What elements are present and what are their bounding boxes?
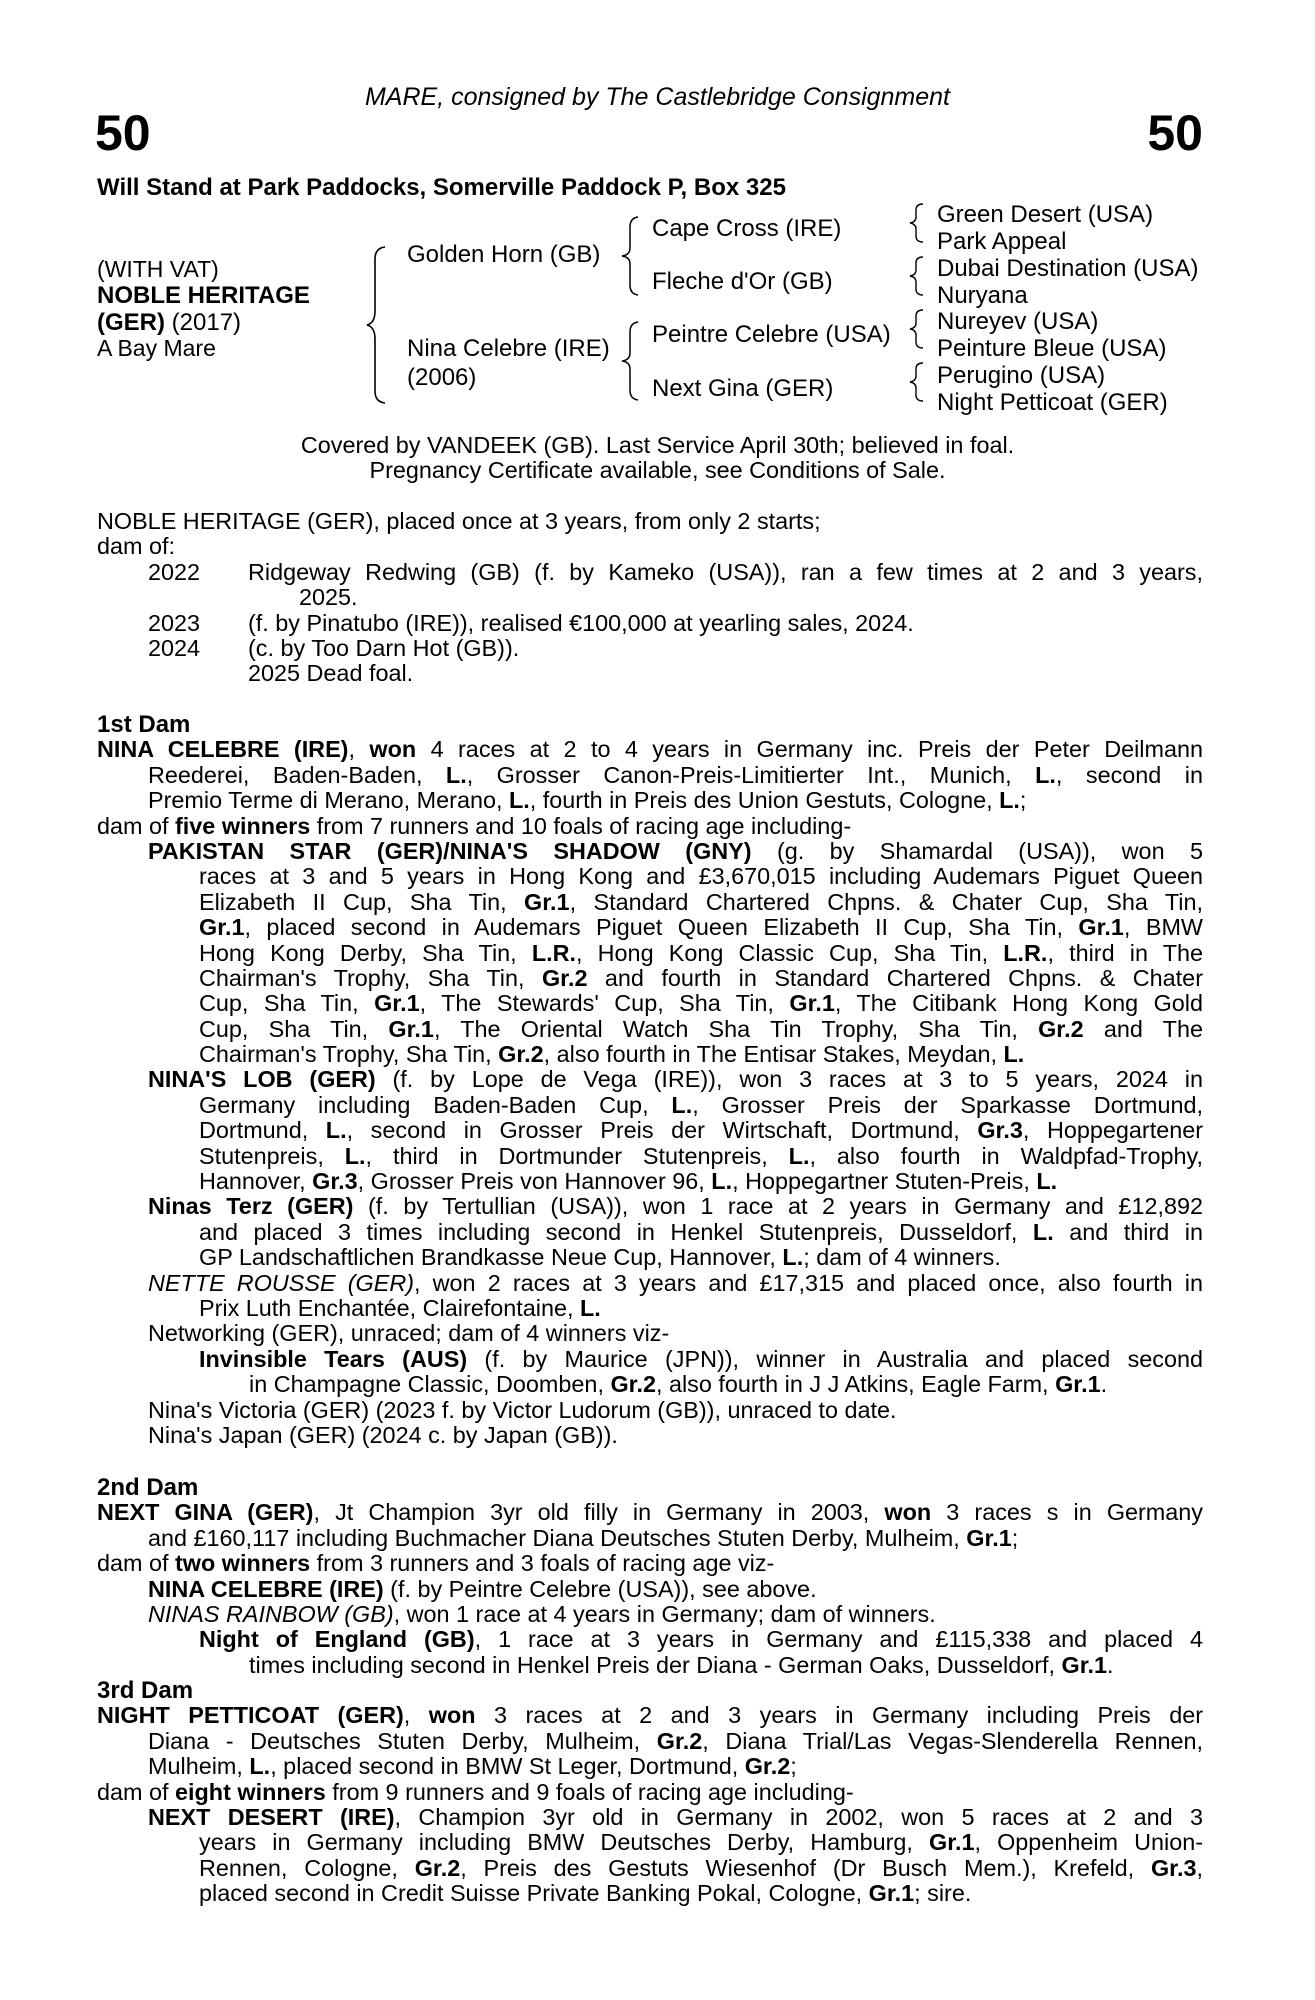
- pedigree-dam: Nina Celebre (IRE): [407, 335, 610, 362]
- lot-number-right: 50: [1147, 105, 1203, 161]
- second-dam-line: and £160,117 including Buchmacher Diana Deutsches Stuten Derby, Mulheim, Gr.1;: [148, 1524, 1019, 1551]
- first-dam-line: in Champagne Classic, Doomben, Gr.2, also fourth in J J Atkins, Eagle Farm, Gr.1.: [249, 1371, 1108, 1398]
- pedigree-sire-dam: Fleche d'Or (GB): [652, 268, 833, 295]
- produce-row-2025: 2025 Dead foal.: [248, 660, 414, 687]
- third-dam-line: Diana - Deutsches Stuten Derby, Mulheim, Gr.2, Diana Trial/Las Vegas-Slenderella Rennen,: [148, 1727, 1204, 1754]
- first-dam-section: [97, 712, 1203, 1448]
- first-dam-line: NINA CELEBRE (IRE), won 4 races at 2 to 4 years in Germany inc. Preis der Peter Deilmann: [97, 736, 1203, 763]
- pedigree-brace-dd: [907, 361, 929, 403]
- first-dam-line: Hong Kong Derby, Sha Tin, L.R., Hong Kong Classic Cup, Sha Tin, L.R., third in The: [199, 939, 1203, 966]
- first-dam-line: Invinsible Tears (AUS) (f. by Maurice (JPN)), winner in Australia and placed second: [199, 1345, 1203, 1372]
- pedigree-dds: Perugino (USA): [937, 362, 1106, 389]
- second-dam-line: NINA CELEBRE (IRE) (f. by Peintre Celebre (USA)), see above.: [148, 1575, 817, 1602]
- pedigree-brace-dam: [620, 320, 646, 402]
- standing-location: Will Stand at Park Paddocks, Somerville Paddock P, Box 325: [97, 174, 786, 201]
- horse-name: NOBLE HERITAGE: [97, 282, 310, 309]
- pedigree-brace-main: [365, 245, 395, 405]
- covered-line-2: Pregnancy Certificate available, see Conditions of Sale.: [369, 457, 946, 483]
- pedigree-sss: Green Desert (USA): [937, 201, 1154, 228]
- pedigree-dam-sire: Peintre Celebre (USA): [652, 321, 891, 348]
- pedigree-sire-sire: Cape Cross (IRE): [652, 215, 842, 242]
- produce-row-2024: 2024 (c. by Too Darn Hot (GB)).: [148, 634, 520, 661]
- first-dam-line: Dortmund, L., second in Grosser Preis der Wirtschaft, Dortmund, Gr.3, Hoppegartener: [199, 1117, 1204, 1144]
- first-dam-line: Cup, Sha Tin, Gr.1, The Stewards' Cup, Sha Tin, Gr.1, The Citibank Hong Kong Gold: [199, 990, 1203, 1017]
- first-dam-line: NINA'S LOB (GER) (f. by Lope de Vega (IRE)), won 3 races at 3 to 5 years, 2024 in: [148, 1066, 1203, 1093]
- produce-row-2022-cont: 2025.: [299, 584, 358, 611]
- third-dam-line: NIGHT PETTICOAT (GER), won 3 races at 2 and 3 years in Germany including Preis der: [97, 1702, 1204, 1729]
- first-dam-line: and placed 3 times including second in Henkel Stutenpreis, Dusseldorf, L. and third in: [199, 1218, 1204, 1245]
- second-dam-line: NINAS RAINBOW (GB), won 1 race at 4 years in Germany; dam of winners.: [148, 1600, 936, 1627]
- produce-dam-of: dam of:: [97, 533, 176, 560]
- pedigree-brace-sire: [620, 215, 646, 297]
- first-dam-heading: 1st Dam: [97, 711, 191, 738]
- pedigree-brace-ss: [907, 202, 929, 244]
- produce-intro: NOBLE HERITAGE (GER), placed once at 3 years, from only 2 starts;: [97, 508, 821, 534]
- third-dam-section: [97, 1678, 1203, 1907]
- first-dam-line: Gr.1, placed second in Audemars Piguet Queen Elizabeth II Cup, Sha Tin, Gr.1, BMW: [199, 914, 1204, 941]
- third-dam-line: Rennen, Cologne, Gr.2, Preis des Gestuts Wiesenhof (Dr Busch Mem.), Krefeld, Gr.3,: [199, 1854, 1203, 1881]
- first-dam-line: Networking (GER), unraced; dam of 4 winners viz-: [148, 1320, 670, 1347]
- horse-origin-year: (GER) (2017): [97, 309, 242, 336]
- second-dam-line: NEXT GINA (GER), Jt Champion 3yr old filly in Germany in 2003, won 3 races s in Germany: [97, 1499, 1204, 1526]
- vat-note: (WITH VAT): [97, 256, 219, 282]
- third-dam-line: Mulheim, L., placed second in BMW St Leger, Dortmund, Gr.2;: [148, 1753, 797, 1780]
- second-dam-line: times including second in Henkel Preis der Diana - German Oaks, Dusseldorf, Gr.1.: [249, 1651, 1114, 1678]
- second-dam-line: dam of two winners from 3 runners and 3 foals of racing age viz-: [97, 1550, 775, 1577]
- covered-line-1: Covered by VANDEEK (GB). Last Service April 30th; believed in foal.: [300, 432, 1015, 458]
- first-dam-line: PAKISTAN STAR (GER)/NINA'S SHADOW (GNY) (g. by Shamardal (USA)), won 5: [148, 837, 1203, 864]
- pedigree-dam-year: (2006): [407, 364, 477, 391]
- second-dam-section: [97, 1475, 1203, 1678]
- pedigree-sds: Dubai Destination (USA): [937, 255, 1199, 282]
- pedigree-sdd: Nuryana: [937, 282, 1028, 309]
- third-dam-line: dam of eight winners from 9 runners and 9 foals of racing age including-: [97, 1778, 854, 1805]
- horse-description: A Bay Mare: [97, 335, 216, 361]
- first-dam-line: Nina's Victoria (GER) (2023 f. by Victor Ludorum (GB)), unraced to date.: [148, 1396, 897, 1423]
- first-dam-line: races at 3 and 5 years in Hong Kong and £3,670,015 including Audemars Piguet Queen: [199, 863, 1203, 890]
- first-dam-line: Cup, Sha Tin, Gr.1, The Oriental Watch Sha Tin Trophy, Sha Tin, Gr.2 and The: [199, 1015, 1203, 1042]
- third-dam-line: placed second in Credit Suisse Private Banking Pokal, Cologne, Gr.1; sire.: [199, 1880, 972, 1907]
- second-dam-heading: 2nd Dam: [97, 1474, 199, 1501]
- first-dam-line: Germany including Baden-Baden Cup, L., Grosser Preis der Sparkasse Dortmund,: [199, 1091, 1203, 1118]
- first-dam-line: Hannover, Gr.3, Grosser Preis von Hannover 96, L., Hoppegartner Stuten-Preis, L.: [199, 1168, 1058, 1195]
- first-dam-line: NETTE ROUSSE (GER), won 2 races at 3 years and £17,315 and placed once, also fourth in: [148, 1269, 1203, 1296]
- produce-row-2023: 2023 (f. by Pinatubo (IRE)), realised €100,000 at yearling sales, 2024.: [148, 609, 914, 636]
- lot-number-left: 50: [95, 105, 151, 161]
- third-dam-line: years in Germany including BMW Deutsches Derby, Hamburg, Gr.1, Oppenheim Union-: [199, 1829, 1203, 1856]
- pedigree-dsd: Peinture Bleue (USA): [937, 335, 1167, 362]
- first-dam-line: Reederei, Baden-Baden, L., Grosser Canon-Preis-Limitierter Int., Munich, L., second in: [148, 761, 1203, 788]
- pedigree-ssd: Park Appeal: [937, 228, 1067, 255]
- first-dam-line: Prix Luth Enchantée, Clairefontaine, L.: [199, 1294, 601, 1321]
- first-dam-line: Nina's Japan (GER) (2024 c. by Japan (GB)).: [148, 1421, 618, 1448]
- pedigree-sire: Golden Horn (GB): [407, 241, 601, 268]
- third-dam-line: NEXT DESERT (IRE), Champion 3yr old in Germany in 2002, won 5 races at 2 and 3: [148, 1803, 1204, 1830]
- consignor-header: MARE, consigned by The Castlebridge Consignment: [364, 83, 951, 111]
- produce-record: [97, 509, 1203, 687]
- pedigree-brace-ds: [907, 308, 929, 350]
- first-dam-line: Chairman's Trophy, Sha Tin, Gr.2, also fourth in The Entisar Stakes, Meydan, L.: [199, 1041, 1025, 1068]
- first-dam-line: GP Landschaftlichen Brandkasse Neue Cup, Hannover, L.; dam of 4 winners.: [199, 1244, 1001, 1271]
- pedigree-dss: Nureyev (USA): [937, 308, 1099, 335]
- third-dam-heading: 3rd Dam: [97, 1677, 194, 1704]
- first-dam-line: Chairman's Trophy, Sha Tin, Gr.2 and fourth in Standard Chartered Chpns. & Chater: [199, 964, 1203, 991]
- first-dam-line: Elizabeth II Cup, Sha Tin, Gr.1, Standard Chartered Chpns. & Chater Cup, Sha Tin,: [199, 888, 1203, 915]
- second-dam-line: Night of England (GB), 1 race at 3 years in Germany and £115,338 and placed 4: [199, 1626, 1203, 1653]
- pedigree-ddd: Night Petticoat (GER): [937, 389, 1168, 416]
- first-dam-line: Ninas Terz (GER) (f. by Tertullian (USA)), won 1 race at 2 years in Germany and £12,892: [148, 1193, 1203, 1220]
- produce-row-2022: 2022 Ridgeway Redwing (GB) (f. by Kameko (USA)), ran a few times at 2 and 3 years,: [148, 558, 1203, 585]
- first-dam-line: dam of five winners from 7 runners and 10 foals of racing age including-: [97, 812, 852, 839]
- pedigree-dam-dam: Next Gina (GER): [652, 375, 834, 402]
- first-dam-line: Stutenpreis, L., third in Dortmunder Stutenpreis, L., also fourth in Waldpfad-Trophy,: [199, 1142, 1203, 1169]
- first-dam-line: Premio Terme di Merano, Merano, L., fourth in Preis des Union Gestuts, Cologne, L.;: [148, 787, 1027, 814]
- pedigree-brace-sd: [907, 255, 929, 297]
